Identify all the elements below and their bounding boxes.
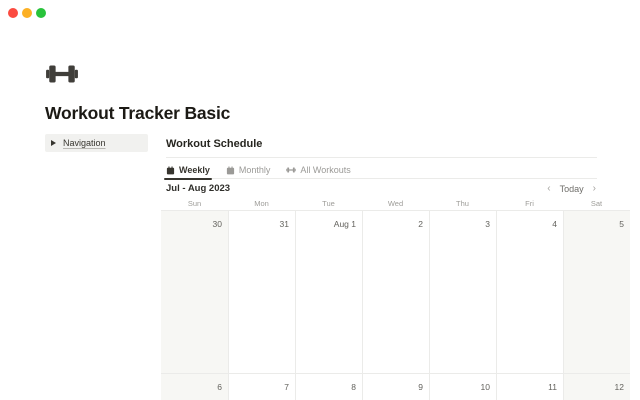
calendar-column-sat [563,211,630,400]
date-label: 30 [212,219,222,229]
tab-label: Weekly [179,165,210,175]
calendar-cell[interactable] [296,211,362,374]
calendar-toolbar [166,182,597,196]
day-header: Fri [525,199,534,208]
view-tabbar [166,162,597,179]
date-label: 7 [284,382,289,392]
calendar-column-wed [362,211,429,400]
period-label: Jul - Aug 2023 [166,183,231,194]
toggle-arrow-icon [51,140,56,146]
window-controls [8,8,46,18]
date-label: 3 [485,219,490,229]
section-title: Workout Schedule [166,138,263,150]
day-header: Sat [590,199,603,208]
calendar-cell[interactable] [296,374,362,400]
calendar-icon [226,166,235,175]
tab-weekly[interactable] [166,162,210,179]
date-label: 11 [548,382,557,392]
calendar-cell[interactable] [430,374,496,400]
dumbbell-icon [286,166,296,174]
today-button[interactable]: Today [559,184,584,194]
date-label: 9 [418,382,423,392]
date-label: 6 [217,382,222,392]
date-label: 4 [552,219,557,229]
calendar-cell[interactable] [497,374,563,400]
calendar-column-fri [496,211,563,400]
date-label: 2 [418,219,423,229]
calendar-column-sun [161,211,228,400]
calendar-cell[interactable] [363,374,429,400]
day-header: Sun [187,199,202,208]
calendar-column-mon [228,211,295,400]
tab-label: All Workouts [300,165,351,175]
calendar-cell[interactable] [430,211,496,374]
tab-label: Monthly [238,165,271,175]
date-label: 8 [351,382,356,392]
tab-monthly[interactable] [226,162,271,179]
divider [166,157,597,158]
minimize-button[interactable] [22,8,32,18]
calendar-cell[interactable] [161,211,228,374]
navigation-label: Navigation [63,138,106,148]
day-header: Tue [322,199,335,208]
zoom-button[interactable] [36,8,46,18]
day-header: Thu [456,199,469,208]
date-label: 31 [279,219,289,229]
date-label: 5 [619,219,624,229]
close-button[interactable] [8,8,18,18]
calendar-cell[interactable] [564,211,630,374]
day-header-row [161,199,630,208]
day-header: Mon [254,199,269,208]
calendar-cell[interactable] [564,374,630,400]
calendar-cell[interactable] [229,211,295,374]
calendar-cell[interactable] [229,374,295,400]
navigation-toggle[interactable] [45,134,148,152]
calendar-cell[interactable] [363,211,429,374]
calendar-grid [161,210,630,400]
page-title: Workout Tracker Basic [45,103,231,123]
calendar-icon [166,166,175,175]
calendar-column-tue [295,211,362,400]
chevron-right-icon[interactable]: › [592,183,596,194]
date-label: Aug 1 [333,219,356,229]
date-label: 10 [480,382,490,392]
chevron-left-icon[interactable]: ‹ [547,183,551,194]
tab-all-workouts[interactable] [286,162,350,179]
calendar-cell[interactable] [497,211,563,374]
calendar-column-thu [429,211,496,400]
dumbbell-icon [45,61,79,87]
date-label: 12 [614,382,624,392]
calendar-cell[interactable] [161,374,228,400]
day-header: Wed [387,199,404,208]
